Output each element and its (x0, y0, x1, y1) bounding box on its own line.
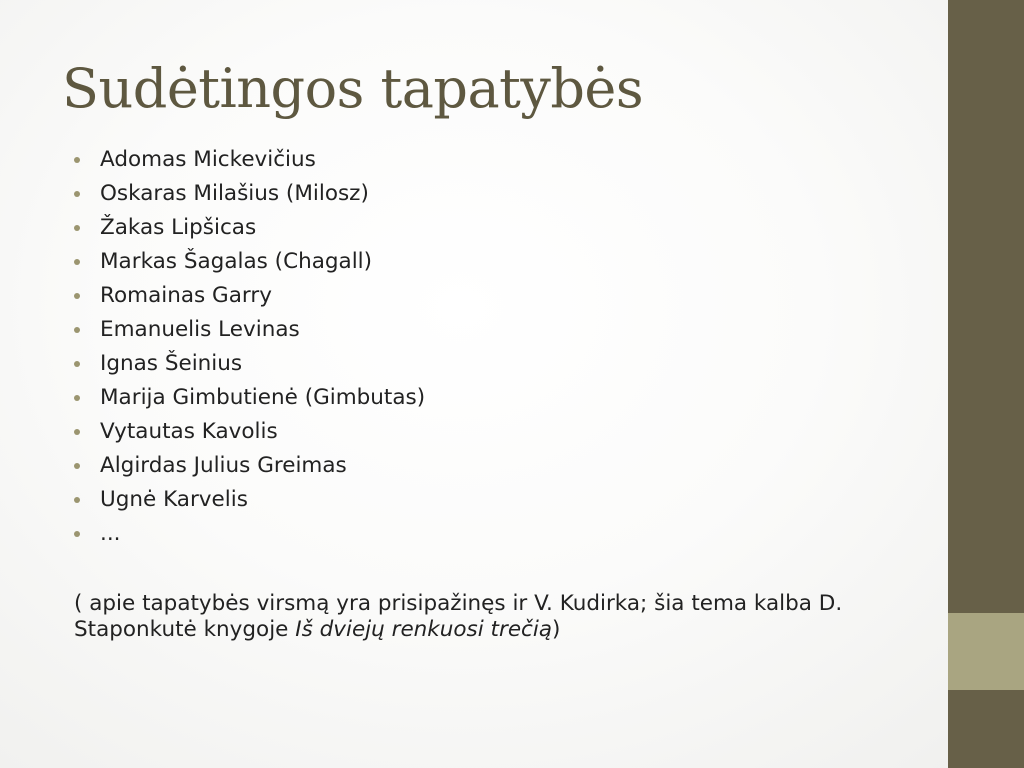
list-item-text: Ugnė Karvelis (100, 487, 248, 512)
list-item-text: Markas Šagalas (Chagall) (100, 249, 373, 274)
footnote-closing: ) (552, 617, 561, 642)
list-item-text: Marija Gimbutienė (Gimbutas) (100, 385, 426, 410)
list-item-text: Adomas Mickevičius (100, 147, 316, 172)
list-item-text: Oskaras Milašius (Milosz) (100, 181, 369, 206)
list-item (74, 177, 425, 211)
book-title: Iš dviejų renkuosi trečią (295, 617, 553, 642)
list-item (74, 517, 425, 551)
bullet-icon (74, 531, 80, 537)
bullet-icon (74, 497, 80, 503)
slide-title: Sudėtingos tapatybės (62, 57, 644, 120)
list-item (74, 279, 425, 313)
list-item (74, 415, 425, 449)
list-item-text: Romainas Garry (100, 283, 272, 308)
list-item-text: Vytautas Kavolis (100, 419, 278, 444)
list-item (74, 143, 425, 177)
list-item (74, 245, 425, 279)
bullet-icon (74, 225, 80, 231)
bullet-list (74, 143, 425, 551)
list-item (74, 483, 425, 517)
bullet-icon (74, 191, 80, 197)
list-item-text: Žakas Lipšicas (100, 215, 257, 240)
list-item (74, 449, 425, 483)
footnote-paragraph (74, 591, 914, 643)
list-item-text: Emanuelis Levinas (100, 317, 300, 342)
list-item (74, 347, 425, 381)
bullet-icon (74, 429, 80, 435)
list-item-text: Ignas Šeinius (100, 351, 243, 376)
bullet-icon (74, 293, 80, 299)
side-decor-band (948, 0, 1024, 768)
bullet-icon (74, 361, 80, 367)
footnote-text: ( apie tapatybės virsmą yra prisipažinęs ir V. Kudirka; šia tema kalba D. Staponkutė knygoje (74, 591, 843, 642)
bullet-icon (74, 259, 80, 265)
bullet-icon (74, 157, 80, 163)
list-item (74, 313, 425, 347)
bullet-icon (74, 463, 80, 469)
list-item-text: ... (100, 521, 121, 546)
side-decor-accent (948, 613, 1024, 690)
bullet-icon (74, 327, 80, 333)
list-item-text: Algirdas Julius Greimas (100, 453, 347, 478)
list-item (74, 211, 425, 245)
bullet-icon (74, 395, 80, 401)
list-item (74, 381, 425, 415)
